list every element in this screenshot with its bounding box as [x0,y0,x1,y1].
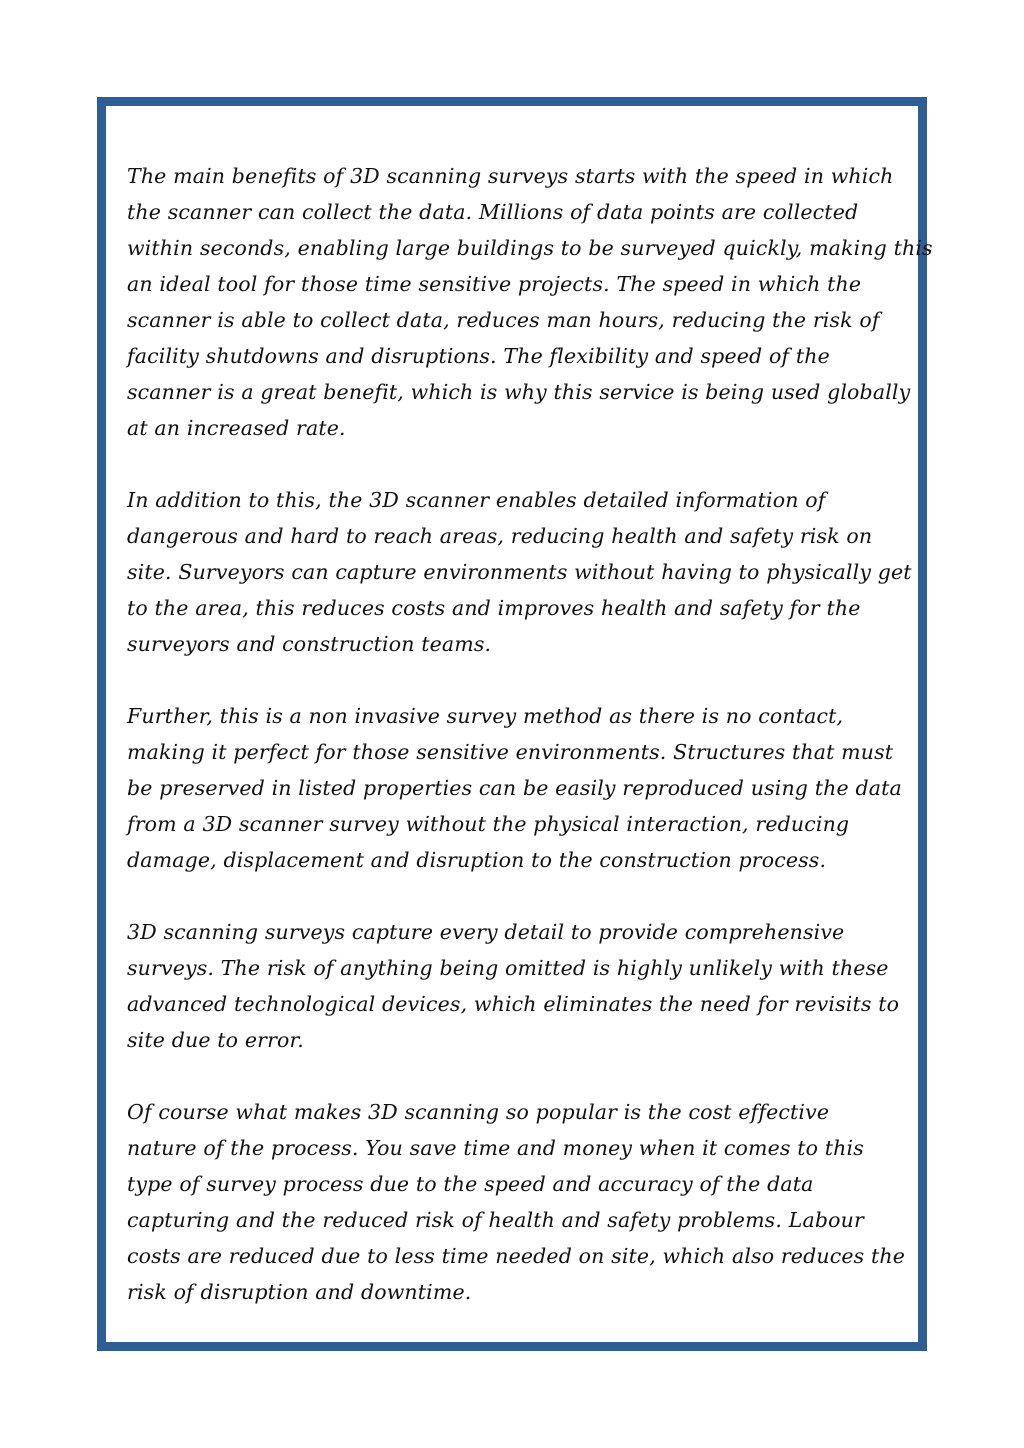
text-line: capturing and the reduced risk of health and safety problems. Labour [127,1208,864,1232]
text-line: to the area, this reduces costs and improves health and safety for the [127,596,861,620]
paragraph-hazardous-areas [127,482,917,662]
text-line: be preserved in listed properties can be easily reproduced using the data [127,776,902,800]
paragraph-non-invasive [127,698,917,878]
text-line: In addition to this, the 3D scanner enables detailed information of [127,488,826,512]
text-line: scanner is a great benefit, which is why this service is being used globally [127,380,911,404]
text-line: site due to error. [127,1028,304,1052]
text-line: the scanner can collect the data. Millions of data points are collected [127,200,859,224]
text-line: advanced technological devices, which eliminates the need for revisits to [127,992,900,1016]
paragraph-comprehensive [127,914,917,1058]
text-line: damage, displacement and disruption to the construction process. [127,848,827,872]
paragraph-benefits-speed [127,158,933,446]
text-line: within seconds, enabling large buildings to be surveyed quickly, making this [127,236,933,260]
text-line: surveys. The risk of anything being omitted is highly unlikely with these [127,956,889,980]
paragraph-cost-effective [127,1094,917,1310]
text-line: The main benefits of 3D scanning surveys starts with the speed in which [127,164,894,188]
text-line: at an increased rate. [127,416,346,440]
text-line: facility shutdowns and disruptions. The flexibility and speed of the [127,344,830,368]
text-line: 3D scanning surveys capture every detail to provide comprehensive [127,920,845,944]
text-line: making it perfect for those sensitive environments. Structures that must [127,740,894,764]
text-line: an ideal tool for those time sensitive projects. The speed in which the [127,272,862,296]
text-line: site. Surveyors can capture environments without having to physically get [127,560,912,584]
text-line: Of course what makes 3D scanning so popular is the cost effective [127,1100,830,1124]
page-border-frame [97,97,933,1351]
text-line: surveyors and construction teams. [127,632,492,656]
text-line: type of survey process due to the speed and accuracy of the data [127,1172,814,1196]
text-line: Further, this is a non invasive survey method as there is no contact, [127,704,844,728]
text-line: from a 3D scanner survey without the physical interaction, reducing [127,812,850,836]
text-line: risk of disruption and downtime. [127,1280,472,1304]
text-line: scanner is able to collect data, reduces man hours, reducing the risk of [127,308,880,332]
text-line: dangerous and hard to reach areas, reducing health and safety risk on [127,524,873,548]
document-body [127,158,933,1346]
text-line: costs are reduced due to less time needed on site, which also reduces the [127,1244,905,1268]
text-line: nature of the process. You save time and money when it comes to this [127,1136,864,1160]
